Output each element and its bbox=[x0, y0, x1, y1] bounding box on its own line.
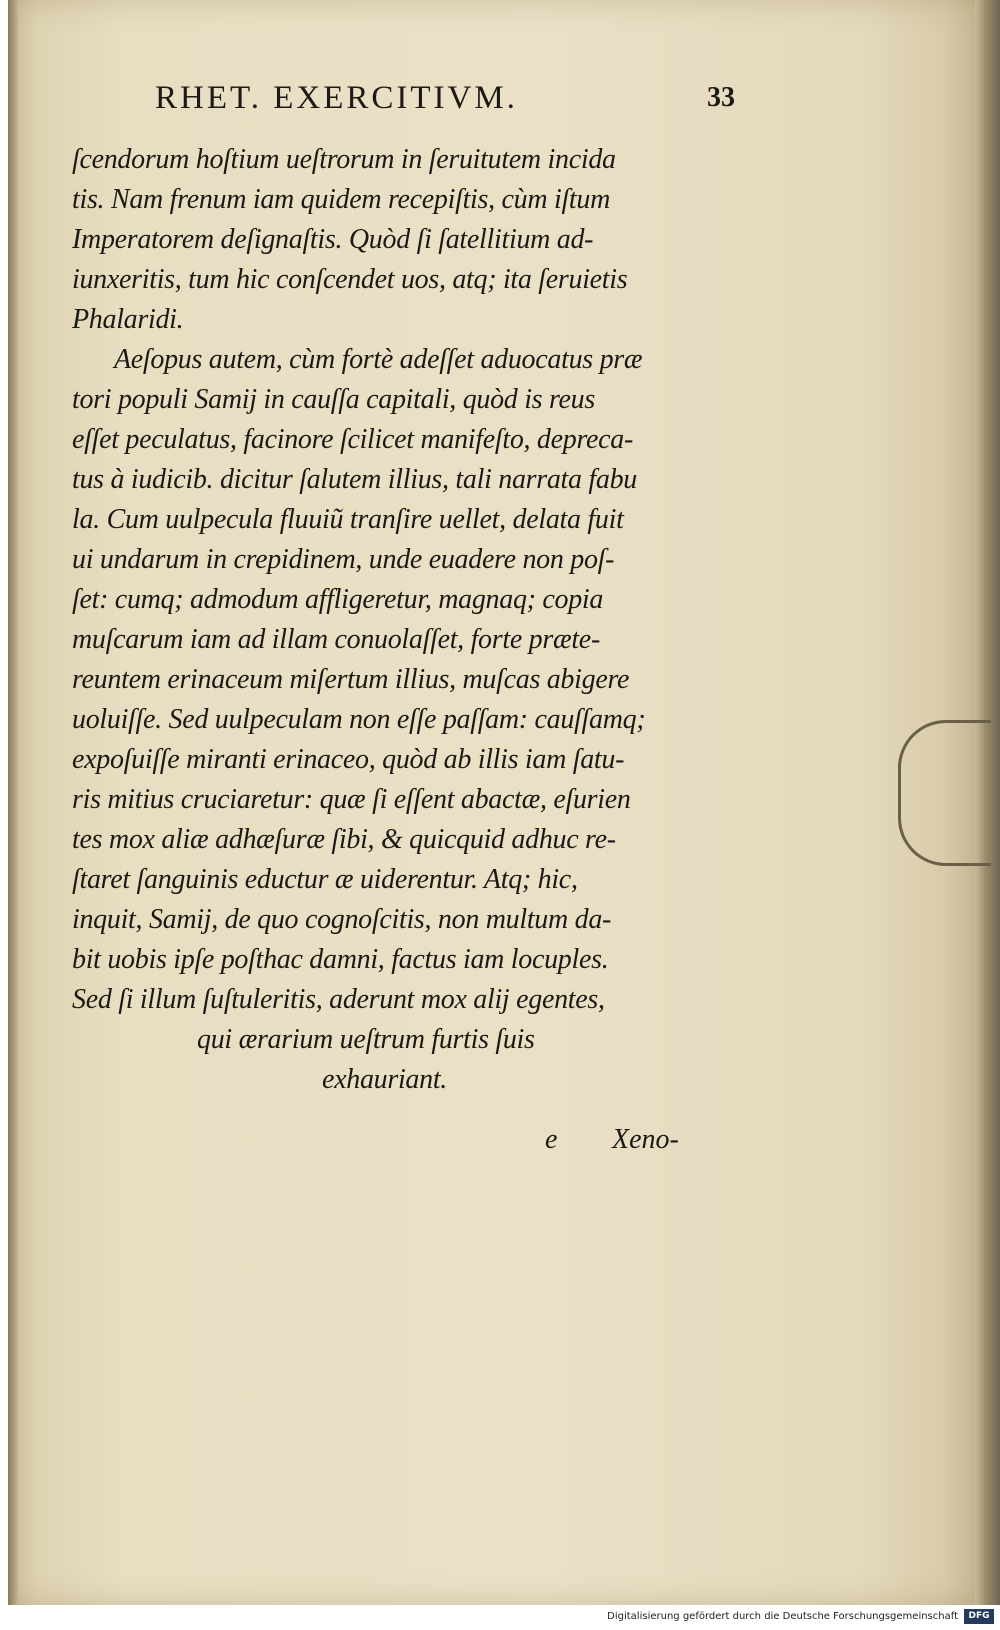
text-line: expoſuiſſe miranti erinaceo, quòd ab illis iam ſatu- bbox=[72, 744, 625, 775]
text-line: bit uobis ipſe poſthac damni, factus iam locuples. bbox=[72, 944, 609, 975]
catchword: Xeno- bbox=[612, 1124, 679, 1155]
digitization-footer bbox=[0, 1605, 1000, 1630]
text-line: reuntem erinaceum miſertum illius, muſcas abigere bbox=[72, 664, 630, 695]
text-line: Aeſopus autem, cùm fortè adeſſet aduocatus præ bbox=[114, 344, 643, 375]
text-line: ſtaret ſanguinis eductur æ uiderentur. Atq; hic, bbox=[72, 864, 578, 895]
text-line: tus à iudicib. dicitur ſalutem illius, tali narrata fabu bbox=[72, 464, 637, 495]
dfg-logo-icon: DFG bbox=[964, 1609, 994, 1624]
text-line: Sed ſi illum ſuſtuleritis, aderunt mox alij egentes, bbox=[72, 984, 605, 1015]
text-block bbox=[72, 140, 742, 1100]
text-line: tori populi Samij in cauſſa capitali, quòd is reus bbox=[72, 384, 595, 415]
text-line: iunxeritis, tum hic conſcendet uos, atq; ita ſeruietis bbox=[72, 264, 628, 295]
text-line: inquit, Samij, de quo cognoſcitis, non multum da- bbox=[72, 904, 612, 935]
text-line: ſet: cumq; admodum affligeretur, magnaq; copia bbox=[72, 584, 604, 615]
text-line: la. Cum uulpecula fluuiũ tranſire uellet, delata fuit bbox=[72, 504, 624, 535]
folio-number: 33 bbox=[707, 82, 735, 113]
text-line: ſcendorum hoſtium ueſtrorum in ſeruitutem incida bbox=[72, 144, 616, 175]
running-title: RHET. EXERCITIVM. bbox=[155, 80, 518, 116]
text-line: uoluiſſe. Sed uulpeculam non eſſe paſſam: cauſſamq; bbox=[72, 704, 646, 735]
footer-credit: Digitalisierung gefördert durch die Deutsche Forschungsgemeinschaft bbox=[607, 1611, 958, 1622]
text-line: ui undarum in crepidinem, unde euadere non poſ- bbox=[72, 544, 615, 575]
text-line: muſcarum iam ad illam conuolaſſet, forte præte- bbox=[72, 624, 600, 655]
page-gutter bbox=[8, 0, 18, 1605]
text-line: exhauriant. bbox=[322, 1064, 448, 1095]
text-line: tis. Nam frenum iam quidem recepiſtis, cùm iſtum bbox=[72, 184, 611, 215]
text-line: Imperatorem deſignaſtis. Quòd ſi ſatellitium ad- bbox=[72, 224, 594, 255]
text-line: eſſet peculatus, facinore ſcilicet manifeſto, depreca- bbox=[72, 424, 633, 455]
signature-mark: e bbox=[545, 1124, 558, 1155]
text-line: qui ærarium ueſtrum furtis ſuis bbox=[197, 1024, 535, 1055]
text-line: Phalaridi. bbox=[72, 304, 184, 335]
text-line: tes mox aliæ adhæſuræ ſibi, & quicquid adhuc re- bbox=[72, 824, 616, 855]
page-header bbox=[155, 80, 755, 125]
text-line: ris mitius cruciaretur: quæ ſi eſſent abactæ, eſurien bbox=[72, 784, 631, 815]
book-clasp bbox=[898, 720, 991, 866]
